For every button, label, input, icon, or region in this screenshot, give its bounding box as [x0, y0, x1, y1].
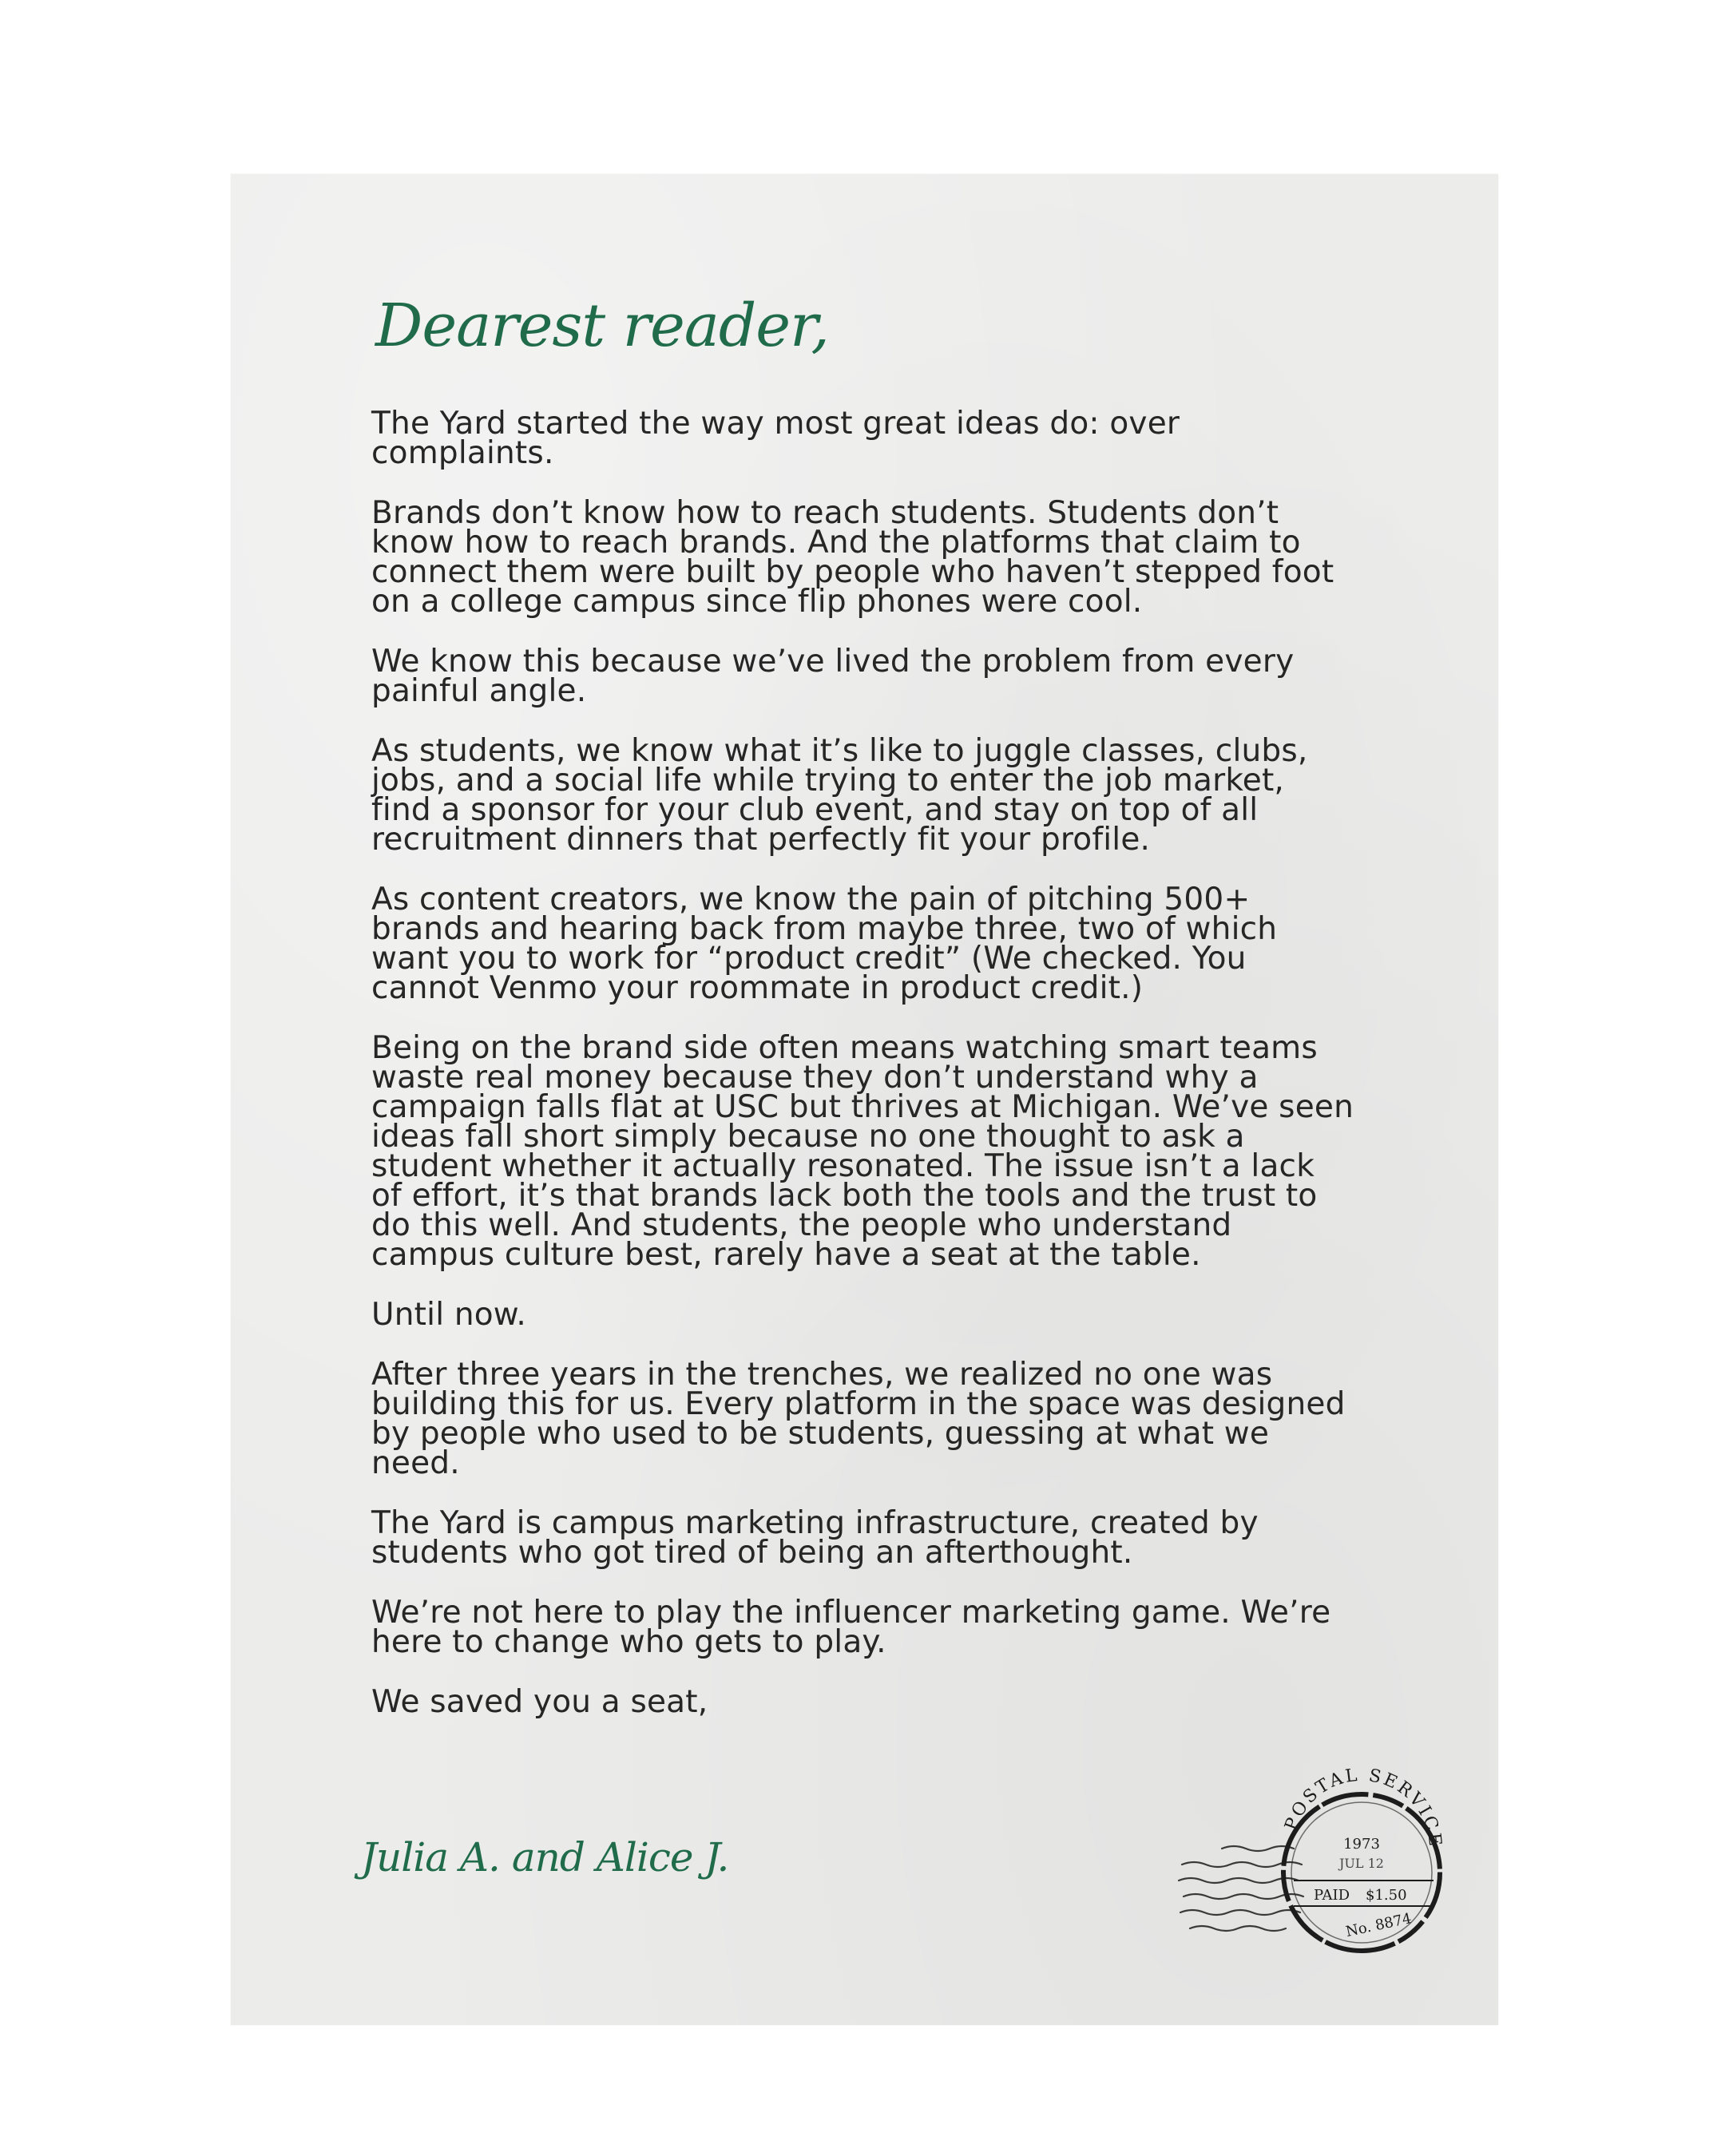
letter-closing: We saved you a seat,: [371, 1684, 708, 1720]
postmark-year: 1973: [1343, 1836, 1380, 1853]
letter-paragraph: We know this because we’ve lived the problem from every painful angle.: [371, 644, 1295, 709]
postmark-icon: [1174, 1769, 1461, 1960]
letter-signature: Julia A. and Alice J.: [361, 1834, 729, 1881]
letter-paragraph: We’re not here to play the influencer marketing game. We’re here to change who gets to play.: [371, 1595, 1331, 1660]
letter-body: [371, 406, 1354, 1747]
letter-paragraph: After three years in the trenches, we realized no one was building this for us. Every platform in the space was designed by people who used to be students, guessing at what we need.: [371, 1357, 1346, 1481]
postmark-stamp: [1174, 1769, 1461, 1960]
letter-greeting: Dearest reader,: [375, 291, 829, 360]
letter-paragraph: As students, we know what it’s like to juggle classes, clubs, jobs, and a social life while trying to enter the job market, find a sponsor for your club event, and stay on top of all recruitment dinners that perfectly fit your profile.: [371, 733, 1308, 858]
letter-paragraph: Being on the brand side often means watching smart teams waste real money because they don’t understand why a campaign falls flat at USC but thrives at Michigan. We’ve seen ideas fall short simply because no one thought to ask a student whether it actually resonated. The issue isn’t a lack of effort, it’s that brands lack both the tools and the trust to do this well. And students, the people who understand campus culture best, rarely have a seat at the table.: [371, 1030, 1354, 1273]
letter-paragraph: As content creators, we know the pain of pitching 500+ brands and hearing back from maybe three, two of which want you to work for “product credit” (We checked. You cannot Venmo your roommate in product credit.): [371, 882, 1278, 1006]
letter-paragraph: Until now.: [371, 1297, 526, 1333]
postmark-arc-text: POSTAL SERVICE: [1281, 1769, 1445, 1849]
letter-paragraph: The Yard is campus marketing infrastructure, created by students who got tired of being an afterthought.: [371, 1505, 1259, 1571]
postmark-paid: PAID: [1314, 1887, 1350, 1904]
postmark-number: No. 8874: [1344, 1910, 1414, 1940]
postmark-amount: $1.50: [1366, 1887, 1407, 1904]
postmark-date: JUL 12: [1339, 1856, 1384, 1871]
letter-paragraph: Brands don’t know how to reach students. Students don’t know how to reach brands. And the platforms that claim to connect them were built by people who haven’t stepped foot on a college campus since flip phones were cool.: [371, 495, 1334, 620]
letter-paragraph: The Yard started the way most great ideas do: over complaints.: [371, 406, 1180, 471]
